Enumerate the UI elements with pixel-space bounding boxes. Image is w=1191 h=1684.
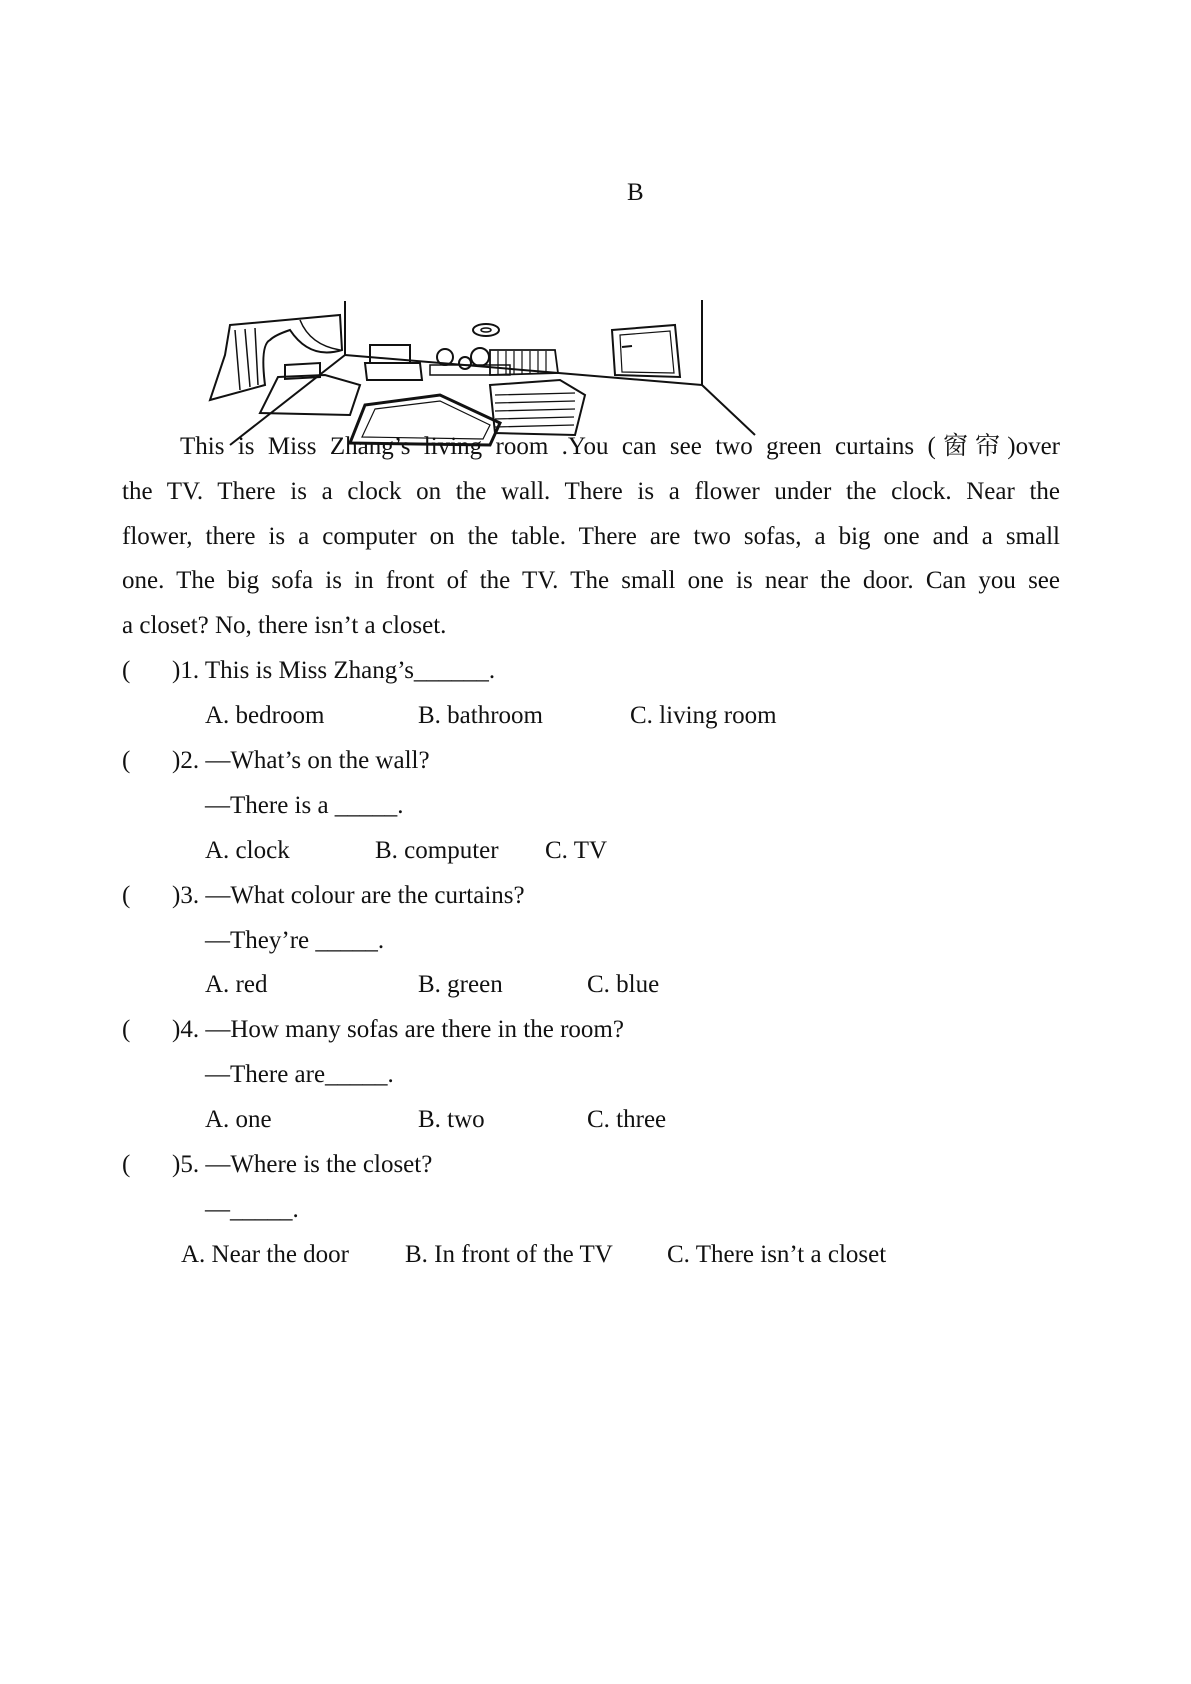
q2-option-a: A. clock — [205, 837, 290, 864]
q1-option-c: C. living room — [630, 702, 777, 729]
q4-answer-line: —There are_____. — [205, 1061, 394, 1088]
passage-line-2: the TV. There is a clock on the wall. There is a flower under the clock. Near the — [122, 478, 1060, 505]
q2-stem: )2. —What’s on the wall? — [172, 747, 430, 774]
living-room-illustration — [190, 295, 770, 447]
q1-stem: )1. This is Miss Zhang’s______. — [172, 657, 496, 684]
q3-option-c: C. blue — [587, 971, 660, 998]
passage-line-3: flower, there is a computer on the table. There are two sofas, a big one and a small — [122, 523, 1060, 550]
passage-line-1: This is Miss Zhang’s living room .You can see two green curtains (窗帘)over — [180, 433, 1060, 460]
q3-option-a: A. red — [205, 971, 268, 998]
q3-answer-line: —They’re _____. — [205, 927, 385, 954]
q1-option-b: B. bathroom — [418, 702, 543, 729]
passage-line-5: a closet? No, there isn’t a closet. — [122, 612, 447, 639]
q5-answer-line: —_____. — [205, 1196, 299, 1223]
q3-stem: )3. —What colour are the curtains? — [172, 882, 525, 909]
section-label: B — [627, 179, 644, 206]
q5-stem: )5. —Where is the closet? — [172, 1151, 433, 1178]
q4-stem: )4. —How many sofas are there in the room? — [172, 1016, 624, 1043]
q5-option-b: B. In front of the TV — [405, 1241, 613, 1268]
q5-option-c: C. There isn’t a closet — [667, 1241, 887, 1268]
q4-paren: ( — [122, 1016, 131, 1043]
q2-option-b: B. computer — [375, 837, 499, 864]
q3-paren: ( — [122, 882, 131, 909]
q4-option-c: C. three — [587, 1106, 667, 1133]
q2-option-c: C. TV — [545, 837, 608, 864]
q2-answer-line: —There is a _____. — [205, 792, 404, 819]
q4-option-a: A. one — [205, 1106, 272, 1133]
passage-line-4: one. The big sofa is in front of the TV. The small one is near the door. Can you see — [122, 567, 1060, 594]
q3-option-b: B. green — [418, 971, 503, 998]
q5-paren: ( — [122, 1151, 131, 1178]
q4-option-b: B. two — [418, 1106, 485, 1133]
q1-paren: ( — [122, 657, 131, 684]
q1-option-a: A. bedroom — [205, 702, 325, 729]
q5-option-a: A. Near the door — [181, 1241, 349, 1268]
q2-paren: ( — [122, 747, 131, 774]
